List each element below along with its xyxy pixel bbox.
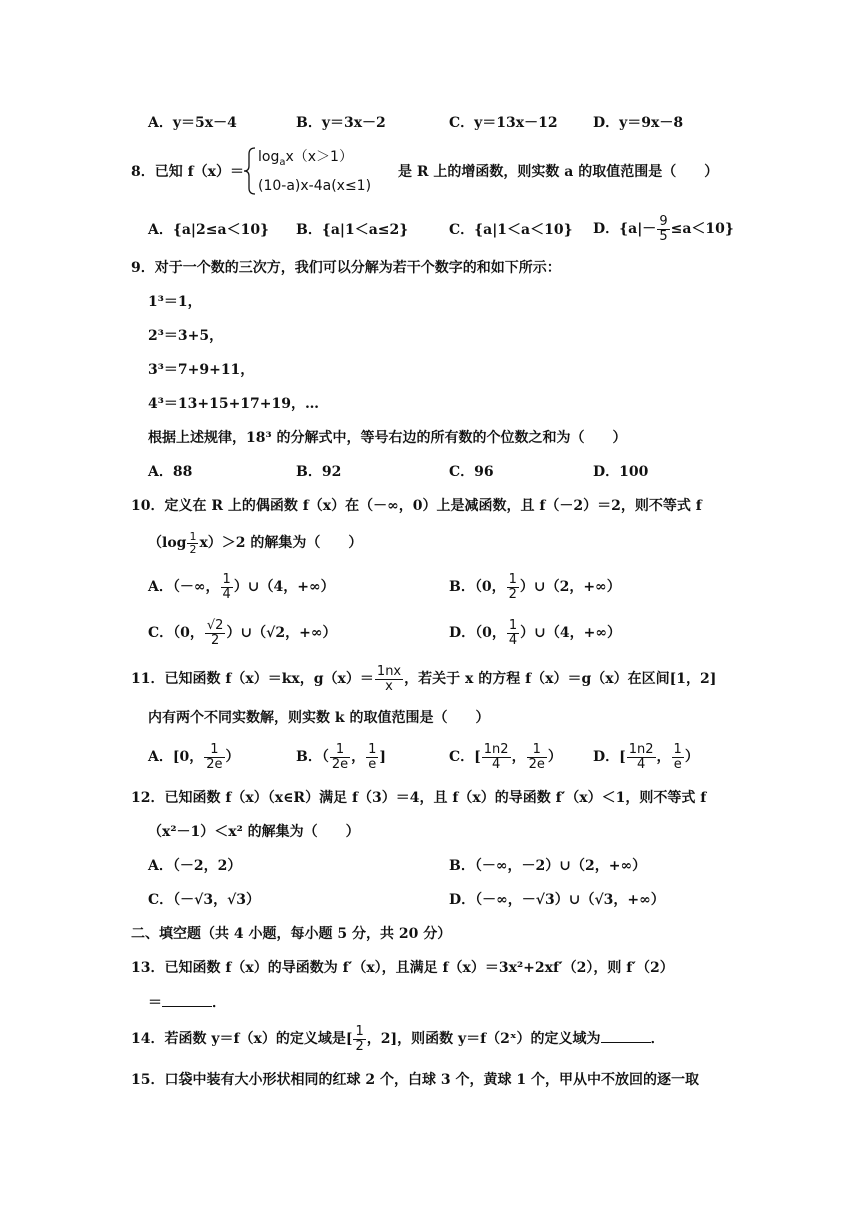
- q8-stem-suffix: 是 R 上的增函数，则实数 a 的取值范围是（ ）: [398, 164, 719, 180]
- q9-stem: 9．对于一个数的三次方，我们可以分解为若干个数字的和如下所示：: [131, 260, 561, 276]
- q9-line-3: 3³＝7+9+11，: [148, 362, 255, 378]
- q12-option-b: B．（－∞，－2）∪（2，+∞）: [449, 858, 647, 874]
- fraction: $\frac{1}{2e}$: [331, 741, 349, 772]
- q7-option-c: C．y＝13x－12: [449, 115, 558, 131]
- answer-blank: [162, 992, 212, 1007]
- q9-option-d: D．100: [593, 464, 649, 480]
- q11-option-c: C．[ $\frac{1n2}{4}$ ， $\frac{1}{2e}$ ）: [449, 741, 562, 772]
- fraction: $\frac{1n2}{4}$: [628, 741, 654, 772]
- q7-option-d: D．y＝9x－8: [593, 115, 684, 131]
- section-heading: 二、填空题（共 4 小题，每小题 5 分，共 20 分）: [131, 926, 452, 942]
- q9-line-5: 根据上述规律，18³ 的分解式中，等号右边的所有数的个位数之和为（ ）: [148, 430, 627, 446]
- q9-option-b: B．92: [296, 464, 342, 480]
- q10-option-c: C．（0， $\frac{√2}{2}$ ）∪（√2，+∞）: [148, 617, 337, 648]
- fraction: $\frac{1}{2e}$: [206, 741, 223, 772]
- q8-option-c: C．{a|1＜a＜10}: [449, 222, 573, 238]
- fraction: $\frac{1nx}{x}$: [376, 663, 402, 694]
- q12-line-2: （x²－1）＜x² 的解集为（ ）: [148, 824, 360, 840]
- q9-line-4: 4³＝13+15+17+19，…: [148, 396, 319, 412]
- q9-option-c: C．96: [449, 464, 494, 480]
- q7-option-b: B．y＝3x－2: [296, 115, 386, 131]
- q11-option-d: D．[ $\frac{1n2}{4}$ ， $\frac{1}{e}$ ）: [593, 741, 699, 772]
- q10-option-d: D．（0， $\frac{1}{4}$ ）∪（4，+∞）: [449, 617, 622, 648]
- fraction: $\frac{1}{4}$: [508, 617, 518, 648]
- q12-option-d: D．（－∞，－√3）∪（√3，+∞）: [449, 892, 665, 908]
- fraction: $\frac{9}{5}$: [659, 213, 668, 244]
- q10-line-2: （log $\frac{1}{2}$ x）＞2 的解集为（ ）: [148, 529, 363, 556]
- q9-option-a: A．88: [148, 464, 193, 480]
- q11-option-a: A．[0， $\frac{1}{2e}$ ）: [148, 741, 240, 772]
- q11-stem: 11．已知函数 f（x）＝kx，g（x）＝ $\frac{1nx}{x}$ ，若关于 x 的方程 f（x）＝g（x）在区间[1，2]: [131, 663, 717, 694]
- fraction: $\frac{1}{e}$: [673, 741, 682, 772]
- q12-stem: 12．已知函数 f（x）（x∈R）满足 f（3）＝4，且 f（x）的导函数 f′（x）＜1，则不等式 f: [131, 790, 707, 806]
- q8-option-a: A．{a|2≤a＜10}: [148, 222, 270, 238]
- q9-line-2: 2³＝3+5，: [148, 328, 224, 344]
- fraction: $\frac{1n2}{4}$: [483, 741, 509, 772]
- fraction: $\frac{1}{2}$: [508, 571, 517, 602]
- q7-option-a: A．y＝5x－4: [148, 115, 237, 131]
- q11-line-2: 内有两个不同实数解，则实数 k 的取值范围是（ ）: [148, 710, 490, 726]
- fraction: $\frac{1}{2}$: [189, 529, 197, 556]
- piecewise-brace: [243, 146, 257, 196]
- q8-stem-prefix: 8．已知 f（x）＝: [131, 164, 244, 180]
- q9-line-1: 1³＝1，: [148, 294, 202, 310]
- q13-stem: 13．已知函数 f（x）的导函数为 f′（x），且满足 f（x）＝3x²+2xf′（2），则 f′（2）: [131, 960, 674, 976]
- q12-option-a: A．（－2，2）: [148, 858, 242, 874]
- answer-blank: [601, 1028, 651, 1043]
- q15-stem: 15．口袋中装有大小形状相同的红球 2 个，白球 3 个，黄球 1 个，甲从中不放回的逐一取: [131, 1072, 699, 1088]
- fraction: $\frac{1}{e}$: [368, 741, 377, 772]
- fraction: $\frac{1}{2}$: [355, 1023, 364, 1054]
- q10-stem: 10．定义在 R 上的偶函数 f（x）在（－∞，0）上是减函数，且 f（－2）＝2，则不等式 f: [131, 498, 702, 514]
- q8-piece-1: $\log_ax(x>1)$: [258, 149, 353, 168]
- fraction: $\frac{1}{2e}$: [528, 741, 545, 772]
- fraction: $\frac{√2}{2}$: [206, 617, 224, 648]
- fraction: $\frac{1}{4}$: [222, 571, 231, 602]
- q10-option-b: B．（0， $\frac{1}{2}$ ）∪（2，+∞）: [449, 571, 621, 602]
- q8-piece-2: (10-a)x-4a(x≤1): [258, 178, 372, 194]
- q11-option-b: B．（ $\frac{1}{2e}$ ， $\frac{1}{e}$ ]: [296, 741, 387, 772]
- q14-stem: 14．若函数 y＝f（x）的定义域是[ $\frac{1}{2}$ ，2]，则函数 y＝f（2ˣ）的定义域为 ．: [131, 1023, 665, 1054]
- q8-option-d: D．{a|－ $\frac{9}{5}$ ≤a＜10}: [593, 213, 734, 244]
- q10-option-a: A．（－∞， $\frac{1}{4}$ ）∪（4，+∞）: [148, 571, 335, 602]
- q12-option-c: C．（－√3，√3）: [148, 892, 261, 908]
- q8-option-b: B．{a|1＜a≤2}: [296, 222, 409, 238]
- q13-line-2: ＝ ．: [148, 992, 226, 1013]
